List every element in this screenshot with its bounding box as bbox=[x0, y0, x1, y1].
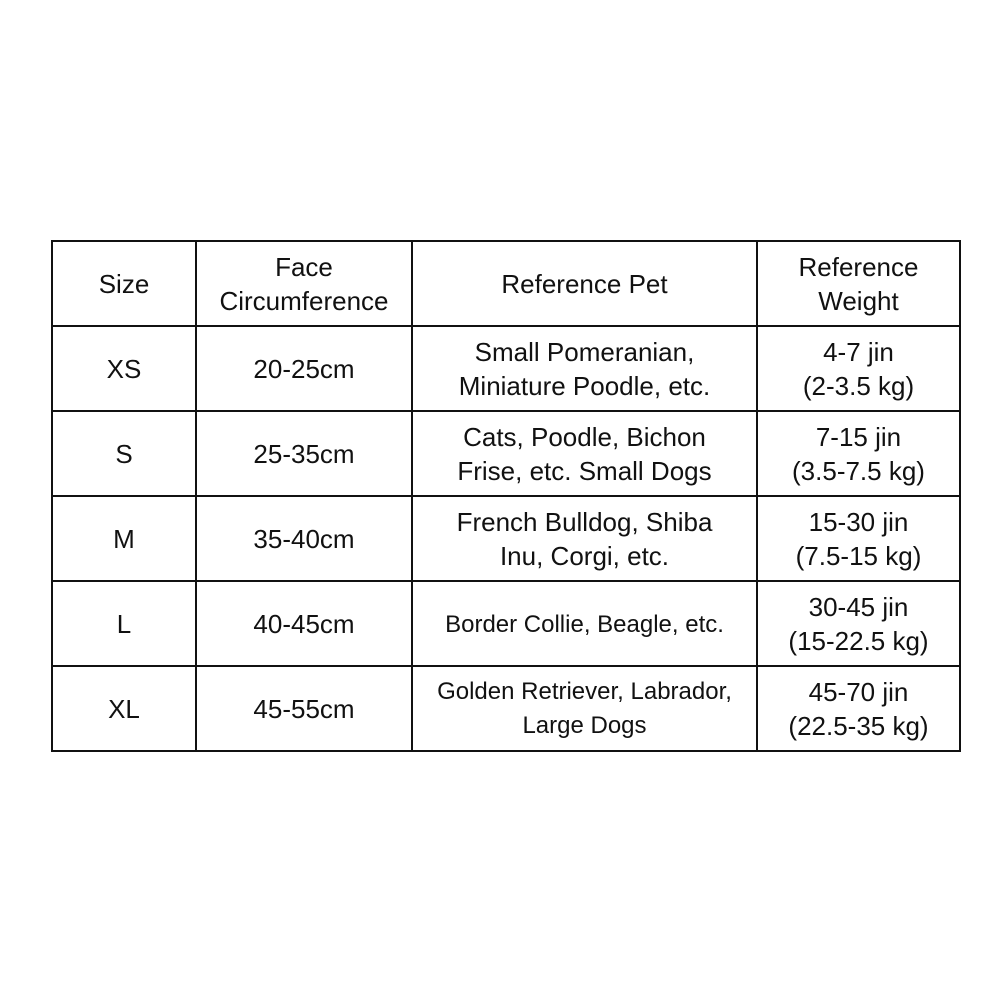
face-cell: 35-40cm bbox=[196, 496, 412, 581]
header-face-circumference: Face Circumference bbox=[196, 241, 412, 326]
size-cell: L bbox=[52, 581, 196, 666]
weight-cell: 4-7 jin (2-3.5 kg) bbox=[757, 326, 960, 411]
weight-cell: 30-45 jin (15-22.5 kg) bbox=[757, 581, 960, 666]
pet-cell: Border Collie, Beagle, etc. bbox=[412, 581, 757, 666]
weight-cell: 7-15 jin (3.5-7.5 kg) bbox=[757, 411, 960, 496]
face-cell: 25-35cm bbox=[196, 411, 412, 496]
table-row bbox=[52, 496, 960, 581]
pet-cell: French Bulldog, Shiba Inu, Corgi, etc. bbox=[412, 496, 757, 581]
face-cell: 45-55cm bbox=[196, 666, 412, 751]
pet-cell: Small Pomeranian, Miniature Poodle, etc. bbox=[412, 326, 757, 411]
table-row bbox=[52, 666, 960, 751]
weight-cell: 15-30 jin (7.5-15 kg) bbox=[757, 496, 960, 581]
size-cell: S bbox=[52, 411, 196, 496]
header-size: Size bbox=[52, 241, 196, 326]
table-row bbox=[52, 411, 960, 496]
size-cell: M bbox=[52, 496, 196, 581]
pet-cell: Cats, Poodle, Bichon Frise, etc. Small Dogs bbox=[412, 411, 757, 496]
size-chart-table bbox=[51, 240, 961, 752]
header-row bbox=[52, 241, 960, 326]
size-cell: XL bbox=[52, 666, 196, 751]
size-cell: XS bbox=[52, 326, 196, 411]
header-reference-weight: Reference Weight bbox=[757, 241, 960, 326]
face-cell: 40-45cm bbox=[196, 581, 412, 666]
table-row bbox=[52, 581, 960, 666]
pet-cell: Golden Retriever, Labrador, Large Dogs bbox=[412, 666, 757, 751]
weight-cell: 45-70 jin (22.5-35 kg) bbox=[757, 666, 960, 751]
face-cell: 20-25cm bbox=[196, 326, 412, 411]
table-row bbox=[52, 326, 960, 411]
header-reference-pet: Reference Pet bbox=[412, 241, 757, 326]
